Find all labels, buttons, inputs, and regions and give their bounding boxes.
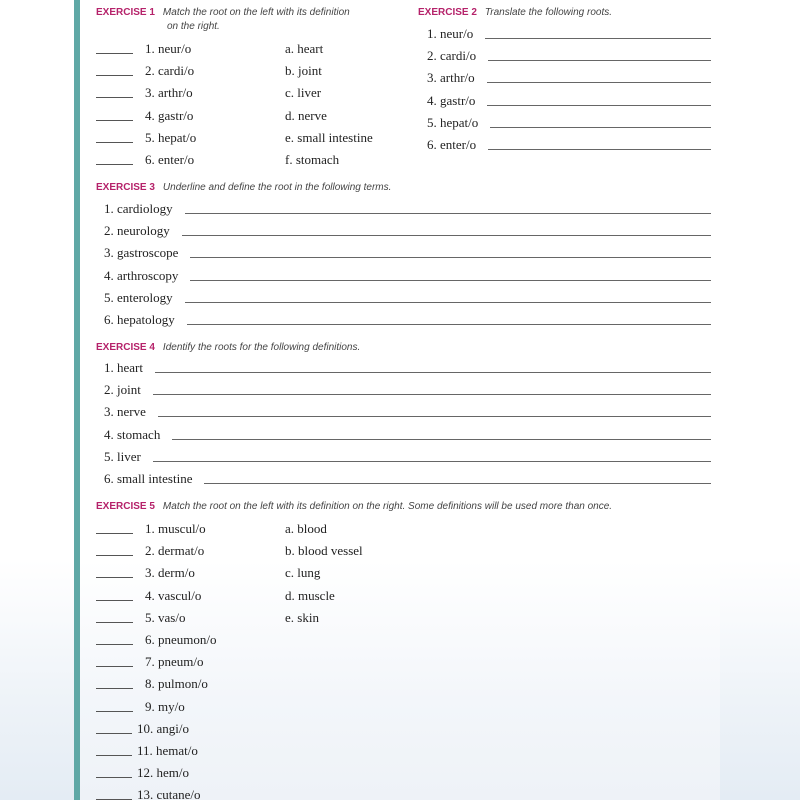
answer-line[interactable] bbox=[187, 324, 711, 325]
answer-blank[interactable] bbox=[96, 120, 133, 121]
answer-blank[interactable] bbox=[96, 533, 133, 534]
term-item: 2. neurology bbox=[104, 223, 170, 239]
exercise3-header bbox=[96, 182, 391, 193]
root-item: 5. hepat/o bbox=[427, 114, 479, 130]
root-item: 1. neur/o bbox=[145, 41, 192, 56]
definition-item: b. joint bbox=[285, 63, 322, 79]
definition-item: e. small intestine bbox=[285, 129, 373, 145]
term-item: 5. liver bbox=[104, 448, 141, 464]
answer-line[interactable] bbox=[185, 302, 711, 303]
term-item: 1. cardiology bbox=[104, 201, 173, 216]
answer-line[interactable] bbox=[153, 394, 711, 395]
exercise5-label: EXERCISE 5 bbox=[96, 501, 155, 512]
term-item: 6. small intestine bbox=[104, 471, 193, 486]
exercise4-instruction: Identify the roots for the following definitions. bbox=[162, 342, 361, 353]
answer-blank[interactable] bbox=[96, 577, 133, 578]
root-item: 1. neur/o bbox=[427, 26, 474, 41]
answer-line[interactable] bbox=[185, 213, 711, 214]
root-item: 3. arthr/o bbox=[427, 70, 475, 86]
term-item: 2. joint bbox=[104, 382, 141, 398]
definition-item: e. skin bbox=[285, 609, 319, 625]
term-item: 6. hepatology bbox=[104, 312, 175, 327]
answer-blank[interactable] bbox=[96, 75, 133, 76]
definition-item: d. nerve bbox=[285, 107, 327, 123]
definition-item: d. muscle bbox=[285, 587, 335, 603]
answer-line[interactable] bbox=[158, 416, 711, 417]
root-item: 3. arthr/o bbox=[145, 85, 193, 101]
answer-line[interactable] bbox=[182, 235, 711, 236]
root-item: 9. my/o bbox=[145, 698, 185, 714]
root-item: 5. hepat/o bbox=[145, 129, 197, 145]
term-item: 3. nerve bbox=[104, 404, 146, 420]
root-item: 12. hem/o bbox=[137, 765, 189, 781]
exercise1-instruction-line2: on the right. bbox=[167, 21, 220, 32]
answer-line[interactable] bbox=[487, 105, 711, 106]
root-item: 1. muscul/o bbox=[145, 521, 206, 536]
definition-item: f. stomach bbox=[285, 152, 340, 167]
exercise5-header bbox=[96, 501, 612, 512]
root-item: 4. gastr/o bbox=[427, 92, 476, 108]
root-item: 13. cutane/o bbox=[137, 787, 201, 803]
answer-line[interactable] bbox=[190, 280, 711, 281]
answer-blank[interactable] bbox=[96, 600, 133, 601]
answer-blank[interactable] bbox=[96, 142, 133, 143]
definition-item: c. lung bbox=[285, 565, 321, 581]
answer-line[interactable] bbox=[190, 257, 711, 258]
term-item: 1. heart bbox=[104, 360, 143, 375]
term-item: 4. stomach bbox=[104, 426, 161, 442]
answer-blank[interactable] bbox=[96, 555, 133, 556]
root-item: 4. vascul/o bbox=[145, 587, 202, 603]
definition-item: b. blood vessel bbox=[285, 543, 363, 559]
answer-line[interactable] bbox=[155, 372, 711, 373]
answer-blank[interactable] bbox=[96, 733, 132, 734]
root-item: 3. derm/o bbox=[145, 565, 195, 581]
exercise3-instruction: Underline and define the root in the following terms. bbox=[162, 182, 392, 193]
root-item: 2. dermat/o bbox=[145, 543, 205, 559]
root-item: 7. pneum/o bbox=[145, 654, 204, 670]
term-item: 4. arthroscopy bbox=[104, 267, 179, 283]
exercise2-label: EXERCISE 2 bbox=[418, 7, 477, 18]
answer-line[interactable] bbox=[488, 149, 711, 150]
answer-line[interactable] bbox=[490, 127, 711, 128]
answer-line[interactable] bbox=[204, 483, 711, 484]
exercise1-label: EXERCISE 1 bbox=[96, 7, 155, 18]
exercise4-label: EXERCISE 4 bbox=[96, 342, 155, 353]
answer-blank[interactable] bbox=[96, 755, 132, 756]
exercise3-label: EXERCISE 3 bbox=[96, 182, 155, 193]
root-item: 10. angi/o bbox=[137, 720, 189, 736]
definition-item: c. liver bbox=[285, 85, 322, 101]
exercise2-header bbox=[418, 7, 612, 18]
answer-line[interactable] bbox=[485, 38, 711, 39]
answer-blank[interactable] bbox=[96, 777, 132, 778]
root-item: 8. pulmon/o bbox=[145, 676, 208, 692]
exercise1-header bbox=[96, 7, 350, 18]
root-item: 6. enter/o bbox=[145, 152, 195, 167]
term-item: 5. enterology bbox=[104, 289, 173, 305]
root-item: 6. pneumon/o bbox=[145, 632, 217, 647]
exercise1-instruction-line1: Match the root on the left with its definition bbox=[162, 7, 350, 18]
answer-blank[interactable] bbox=[96, 97, 133, 98]
exercise5-instruction: Match the root on the left with its definition on the right. Some definitions will be used more than once. bbox=[162, 501, 613, 512]
root-item: 6. enter/o bbox=[427, 137, 477, 152]
answer-line[interactable] bbox=[487, 82, 711, 83]
definition-item: a. blood bbox=[285, 521, 327, 536]
answer-blank[interactable] bbox=[96, 53, 133, 54]
exercise2-instruction: Translate the following roots. bbox=[484, 7, 613, 18]
answer-blank[interactable] bbox=[96, 622, 133, 623]
root-item: 2. cardi/o bbox=[427, 48, 477, 64]
answer-line[interactable] bbox=[172, 439, 711, 440]
answer-line[interactable] bbox=[488, 60, 711, 61]
root-item: 4. gastr/o bbox=[145, 107, 194, 123]
answer-blank[interactable] bbox=[96, 711, 133, 712]
answer-blank[interactable] bbox=[96, 666, 133, 667]
answer-blank[interactable] bbox=[96, 164, 133, 165]
term-item: 3. gastroscope bbox=[104, 245, 179, 261]
answer-line[interactable] bbox=[153, 461, 711, 462]
exercise4-header bbox=[96, 342, 360, 353]
answer-blank[interactable] bbox=[96, 644, 133, 645]
root-item: 5. vas/o bbox=[145, 609, 186, 625]
answer-blank[interactable] bbox=[96, 688, 133, 689]
root-item: 11. hemat/o bbox=[137, 743, 198, 758]
definition-item: a. heart bbox=[285, 41, 324, 56]
root-item: 2. cardi/o bbox=[145, 63, 195, 79]
